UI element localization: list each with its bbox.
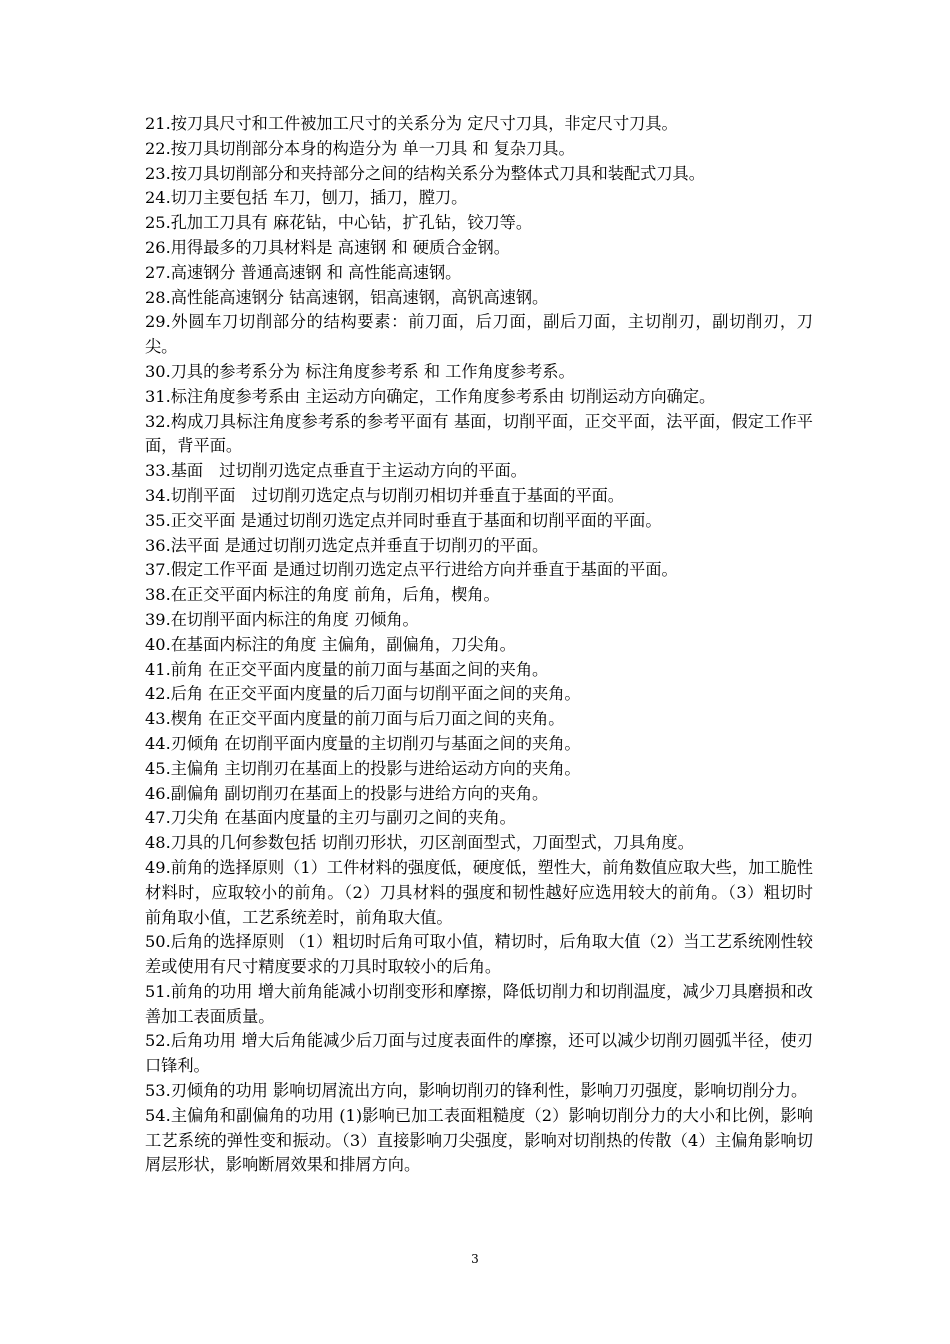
list-item: 42.后角 在正交平面内度量的后刀面与切削平面之间的夹角。 (145, 684, 581, 704)
list-item: 21.按刀具尺寸和工件被加工尺寸的关系分为 定尺寸刀具，非定尺寸刀具。 (145, 114, 678, 133)
list-item: 50.后角的选择原则 （1）粗切时后角可取小值，精切时，后角取大值（2）当工艺系统刚性较差或使用有尺寸精度要求的刀具时取较小的后角。 (145, 932, 813, 977)
list-item: 46.副偏角 副切削刃在基面上的投影与进给方向的夹角。 (145, 783, 549, 803)
list-item: 53.刃倾角的功用 影响切屑流出方向，影响切削刃的锋利性，影响刀刃强度，影响切削分力。 (145, 1081, 808, 1101)
list-item: 22.按刀具切削部分本身的构造分为 单一刀具 和 复杂刀具。 (145, 138, 575, 158)
list-item: 23.按刀具切削部分和夹持部分之间的结构关系分为整体式刀具和装配式刀具。 (145, 163, 705, 183)
list-item: 24.切刀主要包括 车刀，刨刀，插刀，膛刀。 (145, 188, 468, 208)
list-item: 26.用得最多的刀具材料是 高速钢 和 硬质合金钢。 (145, 237, 510, 257)
list-item: 51.前角的功用 增大前角能减小切削变形和摩擦，降低切削力和切削温度，减少刀具磨损和改善加工表面质量。 (145, 981, 813, 1026)
list-item: 35.正交平面 是通过切削刃选定点并同时垂直于基面和切削平面的平面。 (145, 510, 662, 530)
list-item: 52.后角功用 增大后角能减少后刀面与过度表面件的摩擦，还可以减少切削刃圆弧半径，使刃口锋利。 (145, 1031, 813, 1076)
list-item: 33.基面 过切削刃选定点垂直于主运动方向的平面。 (145, 461, 527, 481)
list-item: 27.高速钢分 普通高速钢 和 高性能高速钢。 (145, 262, 462, 282)
list-item: 54.主偏角和副偏角的功用 (1)影响已加工表面粗糙度（2）影响切削分力的大小和比例，影响工艺系统的弹性变和振动。（3）直接影响刀尖强度，影响对切削热的传散（4）主偏角影响切屑层形状，影响断屑效果和排屑方向。 (145, 1105, 813, 1175)
page-number: 3 (471, 1252, 479, 1266)
list-item: 32.构成刀具标注角度参考系的参考平面有 基面，切削平面，正交平面，法平面，假定工作平面，背平面。 (145, 411, 813, 456)
list-item: 31.标注角度参考系由 主运动方向确定，工作角度参考系由 切削运动方向确定。 (145, 386, 716, 406)
document-body (145, 112, 813, 1178)
list-item: 47.刀尖角 在基面内度量的主刃与副刃之间的夹角。 (145, 808, 516, 828)
list-item: 40.在基面内标注的角度 主偏角，副偏角，刀尖角。 (145, 634, 516, 654)
list-item: 29.外圆车刀切削部分的结构要素：前刀面，后刀面，副后刀面，主切削刃，副切削刃，刀尖。 (145, 312, 813, 357)
list-item: 28.高性能高速钢分 钴高速钢，铝高速钢，高钒高速钢。 (145, 287, 549, 307)
list-item: 25.孔加工刀具有 麻花钻，中心钻，扩孔钻，铰刀等。 (145, 213, 533, 233)
list-item: 49.前角的选择原则（1）工件材料的强度低，硬度低，塑性大，前角数值应取大些，加工脆性材料时，应取较小的前角。（2）刀具材料的强度和韧性越好应选用较大的前角。（3）粗切时前角取小值，工艺系统差时，前角取大值。 (145, 857, 813, 927)
list-item: 36.法平面 是通过切削刃选定点并垂直于切削刃的平面。 (145, 535, 549, 555)
list-item: 48.刀具的几何参数包括 切削刃形状，刃区剖面型式，刀面型式，刀具角度。 (145, 833, 694, 853)
list-item: 30.刀具的参考系分为 标注角度参考系 和 工作角度参考系。 (145, 361, 575, 381)
list-item: 41.前角 在正交平面内度量的前刀面与基面之间的夹角。 (145, 659, 549, 679)
list-item: 38.在正交平面内标注的角度 前角，后角，楔角。 (145, 585, 500, 605)
list-item: 43.楔角 在正交平面内度量的前刀面与后刀面之间的夹角。 (145, 709, 565, 729)
list-item: 39.在切削平面内标注的角度 刃倾角。 (145, 609, 419, 629)
list-item: 37.假定工作平面 是通过切削刃选定点平行进给方向并垂直于基面的平面。 (145, 560, 678, 580)
list-item: 34.切削平面 过切削刃选定点与切削刃相切并垂直于基面的平面。 (145, 485, 624, 505)
list-item: 45.主偏角 主切削刃在基面上的投影与进给运动方向的夹角。 (145, 758, 581, 778)
list-item: 44.刃倾角 在切削平面内度量的主切削刃与基面之间的夹角。 (145, 733, 581, 753)
